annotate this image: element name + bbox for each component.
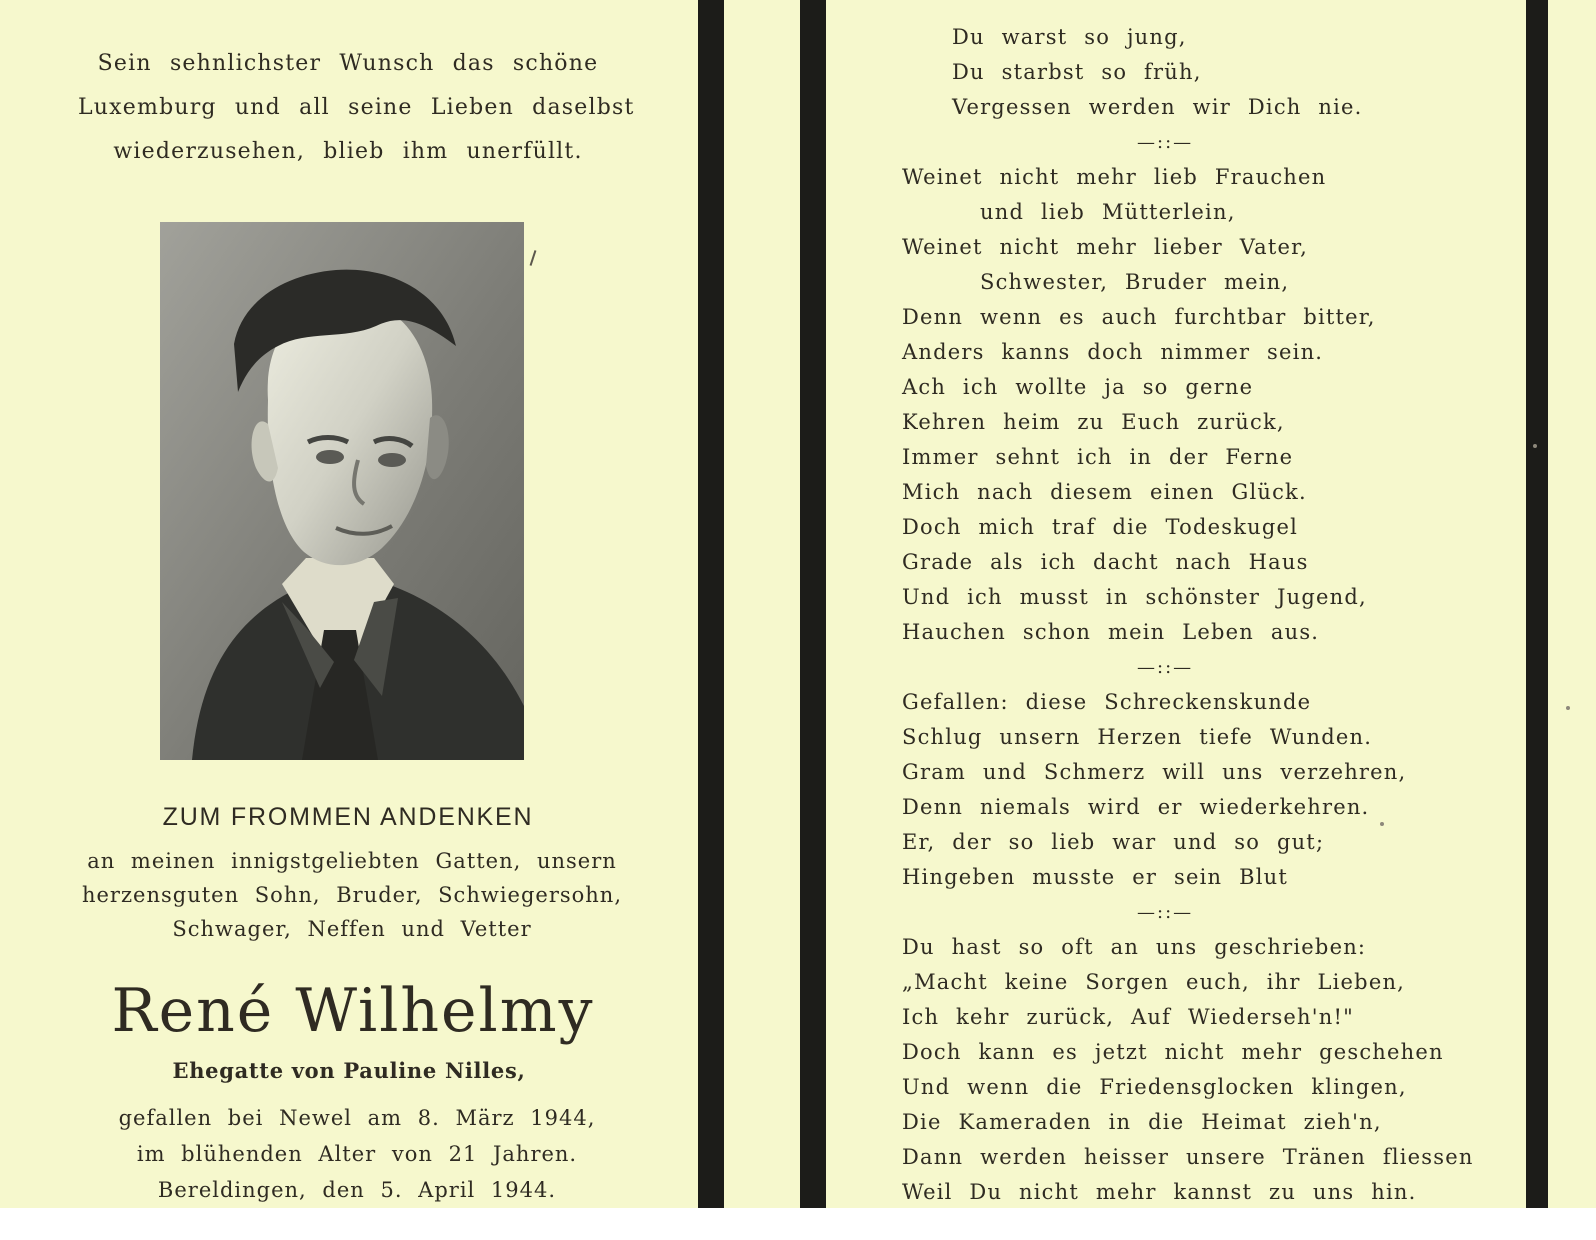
dedication-line: an meinen innigstgeliebten Gatten, unsern: [87, 849, 617, 873]
death-detail-line: Bereldingen, den 5. April 1944.: [157, 1178, 557, 1202]
center-black-border: [800, 0, 826, 1208]
poem-line: Ich kehr zurück, Auf Wiederseh'n!": [902, 1005, 1354, 1029]
paper-mark: [530, 250, 537, 266]
poem-line: Ach ich wollte ja so gerne: [902, 375, 1254, 399]
poem-line: Immer sehnt ich in der Ferne: [902, 445, 1294, 469]
poem-line: Gefallen: diese Schreckenskunde: [902, 690, 1312, 714]
dedication-line: herzensguten Sohn, Bruder, Schwiegersohn,: [81, 883, 623, 907]
poem-line: Hingeben musste er sein Blut: [902, 865, 1289, 889]
poem-line: Und wenn die Friedensglocken klingen,: [902, 1075, 1407, 1099]
poem-divider: —::—: [1137, 657, 1194, 678]
poem-line: Hauchen schon mein Leben aus.: [902, 620, 1320, 644]
death-detail-line: gefallen bei Newel am 8. März 1944,: [118, 1106, 596, 1130]
poem-line: Dann werden heisser unsere Tränen fliessen: [902, 1145, 1474, 1169]
paper-speck: [1566, 706, 1570, 710]
wish-line: Sein sehnlichster Wunsch das schöne: [97, 51, 599, 76]
death-detail-line: im blühenden Alter von 21 Jahren.: [136, 1142, 578, 1166]
memorial-heading: ZUM FROMMEN ANDENKEN: [162, 803, 534, 831]
paper-speck: [1533, 444, 1537, 448]
poem-line: Doch kann es jetzt nicht mehr geschehen: [902, 1040, 1444, 1064]
wish-line: wiederzusehen, blieb ihm unerfüllt.: [113, 139, 583, 164]
memorial-poem: [902, 20, 1502, 1210]
poem-line: Grade als ich dacht nach Haus: [902, 550, 1309, 574]
poem-line: Denn wenn es auch furchtbar bitter,: [902, 305, 1376, 329]
poem-line: Vergessen werden wir Dich nie.: [952, 95, 1363, 119]
portrait-photo: [160, 222, 524, 760]
poem-line: „Macht keine Sorgen euch, ihr Lieben,: [902, 970, 1406, 994]
poem-line: Weinet nicht mehr lieb Frauchen: [902, 165, 1327, 189]
poem-line: Er, der so lieb war und so gut;: [902, 830, 1325, 854]
deceased-name: René Wilhelmy: [111, 976, 595, 1046]
poem-line: Du starbst so früh,: [952, 60, 1202, 84]
scan-bottom-margin: [0, 1208, 1596, 1240]
spouse-line: Ehegatte von Pauline Nilles,: [172, 1058, 526, 1083]
dedication-line: Schwager, Neffen und Vetter: [172, 917, 532, 941]
poem-line: Die Kameraden in die Heimat zieh'n,: [902, 1110, 1382, 1134]
portrait-image: [160, 222, 524, 760]
poem-line: Doch mich traf die Todeskugel: [902, 515, 1299, 539]
poem-line: Schlug unsern Herzen tiefe Wunden.: [902, 725, 1373, 749]
poem-line: Weil Du nicht mehr kannst zu uns hin.: [902, 1180, 1417, 1204]
poem-line: Mich nach diesem einen Glück.: [902, 480, 1307, 504]
poem-line: Du hast so oft an uns geschrieben:: [902, 935, 1367, 959]
poem-line: Anders kanns doch nimmer sein.: [902, 340, 1324, 364]
poem-divider: —::—: [1137, 902, 1194, 923]
poem-line: Du warst so jung,: [952, 25, 1187, 49]
right-black-border: [1526, 0, 1548, 1208]
poem-line: Weinet nicht mehr lieber Vater,: [902, 235, 1308, 259]
poem-line: Und ich musst in schönster Jugend,: [902, 585, 1367, 609]
left-card-page: [0, 0, 698, 1208]
poem-line: Gram und Schmerz will uns verzehren,: [902, 760, 1407, 784]
memorial-dedication: [56, 844, 648, 946]
left-black-border: [698, 0, 724, 1208]
poem-line: Schwester, Bruder mein,: [980, 270, 1290, 294]
paper-speck: [1380, 822, 1384, 826]
poem-line: und lieb Mütterlein,: [980, 200, 1236, 224]
poem-divider: —::—: [1137, 132, 1194, 153]
poem-line: Kehren heim zu Euch zurück,: [902, 410, 1285, 434]
right-card-page: [826, 0, 1526, 1208]
wish-text-block: [78, 42, 635, 174]
poem-line: Denn niemals wird er wiederkehren.: [902, 795, 1370, 819]
wish-line: Luxemburg und all seine Lieben daselbst: [78, 95, 635, 120]
death-details: [62, 1100, 652, 1208]
